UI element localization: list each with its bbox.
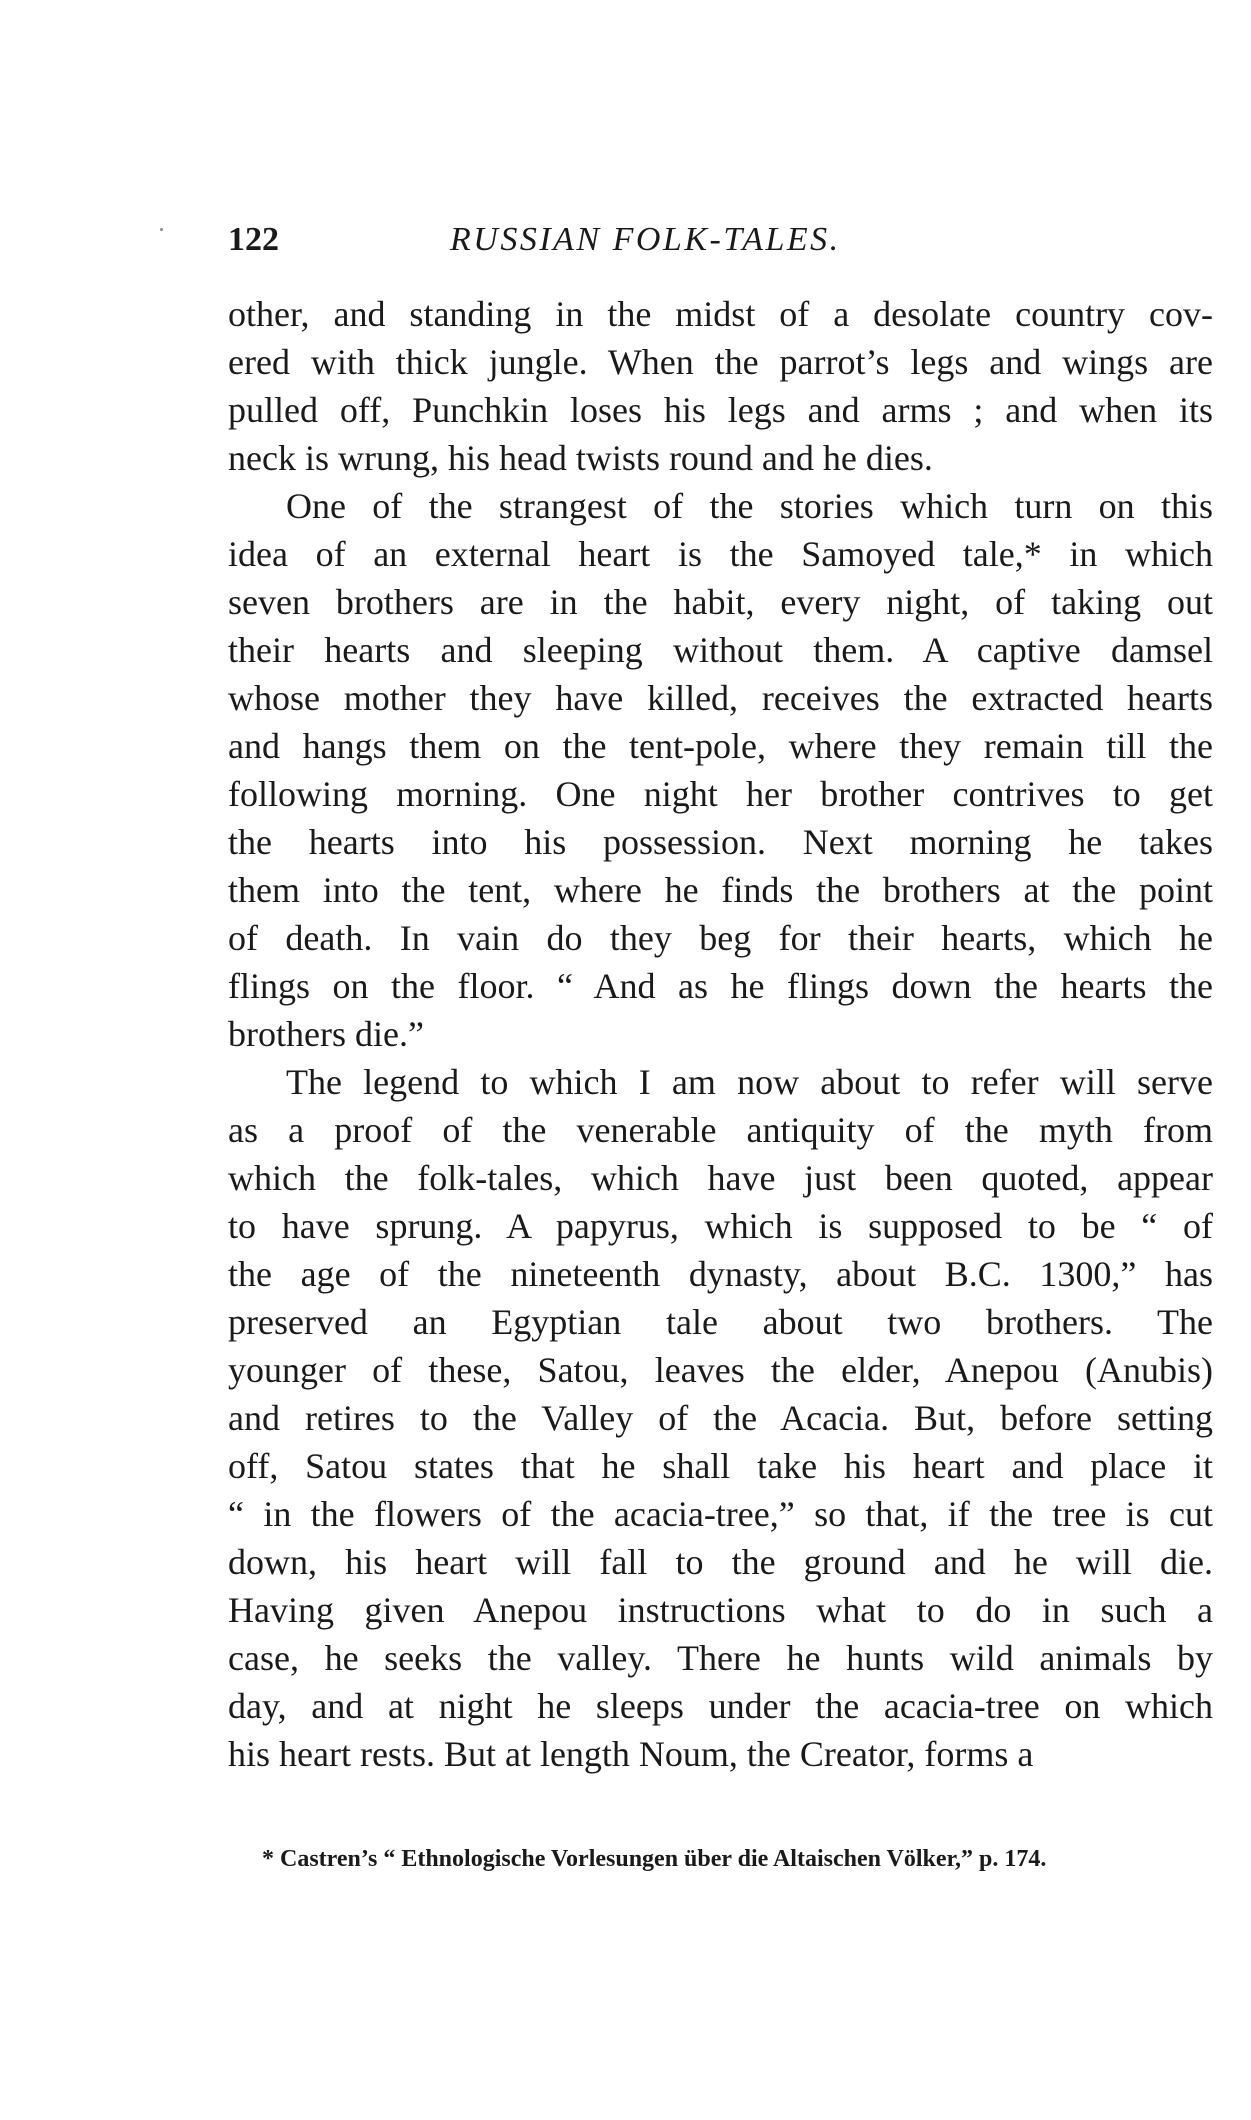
paragraph: [228, 1058, 1213, 1778]
text-line: off, Satou states that he shall take his heart and place it: [228, 1446, 1213, 1486]
page-header: [228, 218, 1208, 262]
text-line: ered with thick jungle. When the parrot’s legs and wings are: [228, 342, 1213, 382]
text-line: Having given Anepou instructions what to do in such a: [228, 1590, 1213, 1630]
text-line: idea of an external heart is the Samoyed tale,* in which: [228, 534, 1213, 574]
text-line: his heart rests. But at length Noum, the Creator, forms a: [228, 1734, 1034, 1774]
text-line: and retires to the Valley of the Acacia. But, before setting: [228, 1398, 1213, 1438]
text-line: brothers die.”: [228, 1014, 424, 1054]
text-line: The legend to which I am now about to refer will serve: [286, 1062, 1213, 1102]
text-line: seven brothers are in the habit, every night, of taking out: [228, 582, 1213, 622]
text-line: which the folk-tales, which have just been quoted, appear: [228, 1158, 1213, 1198]
text-line: down, his heart will fall to the ground and he will die.: [228, 1542, 1213, 1582]
page-number: 122: [228, 221, 279, 258]
text-line: other, and standing in the midst of a desolate country cov-: [228, 294, 1213, 334]
body-text: [228, 290, 1213, 1778]
text-line: pulled off, Punchkin loses his legs and arms ; and when its: [228, 390, 1213, 430]
text-line: flings on the floor. “ And as he flings down the hearts the: [228, 966, 1213, 1006]
text-line: as a proof of the venerable antiquity of the myth from: [228, 1110, 1213, 1150]
text-line: following morning. One night her brother contrives to get: [228, 774, 1213, 814]
text-line: younger of these, Satou, leaves the elder, Anepou (Anubis): [228, 1350, 1213, 1390]
footnote: * Castren’s “ Ethnologische Vorlesungen über die Altaischen Völker,” p. 174.: [262, 1846, 1047, 1872]
text-line: their hearts and sleeping without them. A captive damsel: [228, 630, 1213, 670]
text-line: to have sprung. A papyrus, which is supposed to be “ of: [228, 1206, 1213, 1246]
text-line: the age of the nineteenth dynasty, about B.C. 1300,” has: [228, 1254, 1213, 1294]
text-line: day, and at night he sleeps under the acacia-tree on which: [228, 1686, 1213, 1726]
paragraph: [228, 482, 1213, 1058]
text-line: neck is wrung, his head twists round and he dies.: [228, 438, 933, 478]
text-line: and hangs them on the tent-pole, where they remain till the: [228, 726, 1213, 766]
text-line: preserved an Egyptian tale about two brothers. The: [228, 1302, 1213, 1342]
text-line: of death. In vain do they beg for their hearts, which he: [228, 918, 1213, 958]
text-line: the hearts into his possession. Next morning he takes: [228, 822, 1213, 862]
text-line: them into the tent, where he finds the brothers at the point: [228, 870, 1213, 910]
print-speck: [160, 228, 163, 231]
running-title: RUSSIAN FOLK-TALES.: [450, 221, 841, 258]
paragraph: [228, 290, 1213, 482]
text-line: “ in the flowers of the acacia-tree,” so that, if the tree is cut: [228, 1494, 1213, 1534]
text-line: One of the strangest of the stories which turn on this: [286, 486, 1213, 526]
text-line: case, he seeks the valley. There he hunts wild animals by: [228, 1638, 1213, 1678]
text-line: whose mother they have killed, receives the extracted hearts: [228, 678, 1213, 718]
